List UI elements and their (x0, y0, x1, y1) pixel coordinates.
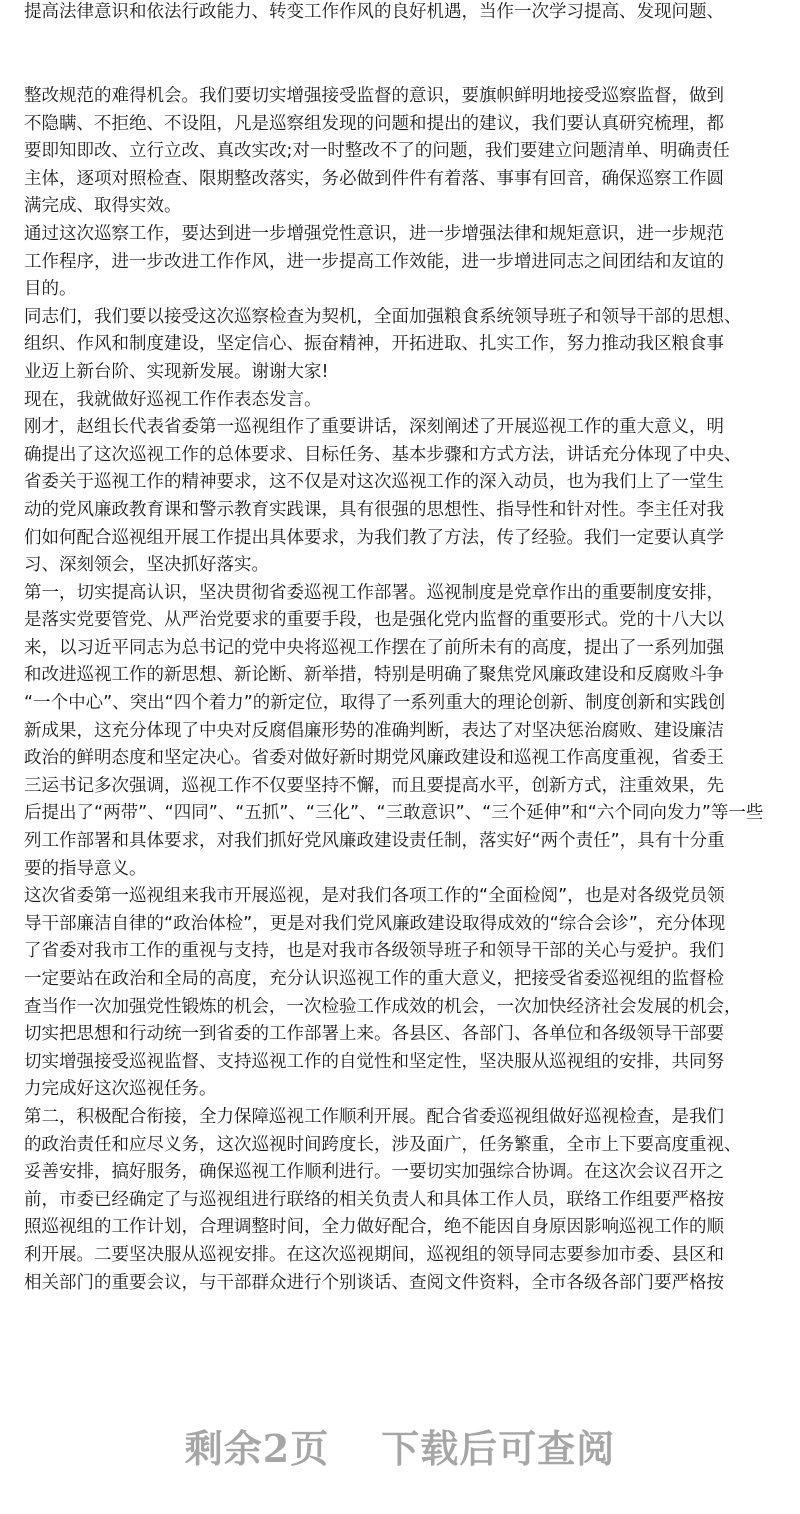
document-line: 要的指导意义。 (24, 858, 147, 879)
document-line: 整改规范的难得机会。我们要切实增强接受监督的意识，要旗帜鲜明地接受巡察监督，做到 (24, 86, 724, 106)
document-line: 相关部门的重要会议，与干部群众进行个别谈话、查阅文件资料，全市各级各部门要严格按 (24, 1272, 724, 1293)
document-line: 第一，切实提高认识，坚决贯彻省委巡视工作部署。巡视制度是党章作出的重要制度安排， (24, 582, 724, 603)
document-line: 目的。 (24, 279, 77, 300)
download-to-view-label[interactable]: 下载后可查阅 (381, 1426, 616, 1471)
document-line: 三运书记多次强调，巡视工作不仅要坚持不懈，而且要提高水平，创新方式，注重效果，先 (24, 775, 724, 796)
document-line: 动的党风廉政教育课和警示教育实践课，具有很强的思想性、指导性和针对性。李主任对我 (24, 499, 724, 520)
document-line: 列工作部署和具体要求，对我们抓好党风廉政建设责任制，落实好“两个责任”，具有十分重 (24, 831, 725, 852)
document-line: 利开展。二要坚决服从巡视安排。在这次巡视期间，巡视组的领导同志要参加市委、县区和 (24, 1244, 724, 1265)
document-line: 不隐瞒、不拒绝、不设阻，凡是巡察组发现的问题和提出的建议，我们要认真研究梳理，都 (24, 113, 724, 134)
document-line: 组织、作风和制度建设，坚定信心、振奋精神，开拓进取、扎实工作，努力推动我区粮食事 (24, 334, 724, 355)
document-line: 前，市委已经确定了与巡视组进行联络的相关负责人和具体工作人员，联络工作组要严格按 (24, 1189, 724, 1210)
remaining-pages-label: 剩余2页 (184, 1426, 330, 1471)
document-line: 力完成好这次巡视任务。 (24, 1079, 217, 1100)
document-line: 提高法律意识和依法行政能力、转变工作作风的良好机遇，当作一次学习提高、发现问题、 (24, 2, 724, 22)
document-line: 查当作一次加强党性锻炼的机会，一次检验工作成效的机会，一次加快经济社会发展的机会， (24, 996, 742, 1017)
document-line: 通过这次巡察工作，要达到进一步增强党性意识，进一步增强法律和规矩意识，进一步规范 (24, 223, 724, 244)
document-line: 和改进巡视工作的新思想、新论断、新举措，特别是明确了聚焦党风廉政建设和反腐败斗争 (24, 665, 724, 686)
document-body (24, 83, 776, 1297)
document-line: 妥善安排，搞好服务，确保巡视工作顺利进行。一要切实加强综合协调。在这次会议召开之 (24, 1162, 724, 1183)
document-line: 业迈上新台阶、实现新发展。谢谢大家! (24, 361, 329, 382)
document-line: 照巡视组的工作计划，合理调整时间，全力做好配合，绝不能因自身原因影响巡视工作的顺 (24, 1217, 724, 1238)
document-line: 的政治责任和应尽义务，这次巡视时间跨度长，涉及面广，任务繁重，全市上下要高度重视、 (24, 1134, 742, 1155)
document-line: 习、深刻领会，坚决抓好落实。 (24, 555, 269, 576)
document-line: 这次省委第一巡视组来我市开展巡视，是对我们各项工作的“全面检阅”，也是对各级党员领 (24, 886, 725, 907)
document-line: 切实增强接受巡视监督、支持巡视工作的自觉性和坚定性，坚决服从巡视组的安排，共同努 (24, 1051, 724, 1072)
document-line: 们如何配合巡视组开展工作提出具体要求，为我们教了方法，传了经验。我们一定要认真学 (24, 527, 724, 548)
document-line: “一个中心”、突出“四个着力”的新定位，取得了一系列重大的理论创新、制度创新和实践创 (24, 693, 726, 714)
document-line: 要即知即改、立行立改、真改实改;对一时整改不了的问题，我们要建立问题清单、明确责任 (24, 141, 730, 162)
document-line: 切实把思想和行动统一到省委的工作部署上来。各县区、各部门、各单位和各级领导干部要 (24, 1024, 724, 1045)
document-line: 新成果，这充分体现了中央对反腐倡廉形势的准确判断，表达了对坚决惩治腐败、建设廉洁 (24, 720, 724, 741)
document-line: 导干部廉洁自律的“政治体检”，更是对我们党风廉政建设取得成效的“综合会诊”，充分体现 (24, 913, 726, 934)
document-line: 一定要站在政治和全局的高度，充分认识巡视工作的重大意义，把接受省委巡视组的监督检 (24, 969, 724, 989)
document-line: 同志们，我们要以接受这次巡察检查为契机，全面加强粮食系统领导班子和领导干部的思想、 (24, 306, 742, 327)
document-line: 是落实党要管党、从严治党要求的重要手段，也是强化党内监督的重要形式。党的十八大以 (24, 610, 724, 631)
document-line: 确提出了这次巡视工作的总体要求、目标任务、基本步骤和方式方法，讲话充分体现了中央、 (24, 444, 742, 465)
document-line: 后提出了“两带”、“四同”、“五抓”、“三化”、“三敢意识”、“三个延伸”和“六个同向发力”等一些 (24, 803, 764, 824)
document-line: 现在，我就做好巡视工作作表态发言。 (24, 389, 322, 410)
document-line: 工作程序，进一步改进工作作风，进一步提高工作效能，进一步增进同志之间团结和友谊的 (24, 251, 724, 272)
document-line: 刚才，赵组长代表省委第一巡视组作了重要讲话，深刻阐述了开展巡视工作的重大意义，明 (24, 417, 724, 438)
document-line: 来，以习近平同志为总书记的党中央将巡视工作摆在了前所未有的高度，提出了一系列加强 (24, 637, 724, 658)
document-line: 主体，逐项对照检查、限期整改落实，务必做到件件有着落、事事有回音，确保巡察工作圆 (24, 168, 724, 189)
document-line: 第二，积极配合衔接，全力保障巡视工作顺利开展。配合省委巡视组做好巡视检查，是我们 (24, 1106, 724, 1127)
document-line: 省委关于巡视工作的精神要求，这不仅是对这次巡视工作的深入动员，也为我们上了一堂生 (24, 472, 724, 493)
download-to-read-banner[interactable] (0, 1418, 800, 1473)
document-line: 政治的鲜明态度和坚定决心。省委对做好新时期党风廉政建设和巡视工作高度重视，省委王 (24, 748, 724, 769)
document-line: 了省委对我市工作的重视与支持，也是对我市各级领导班子和领导干部的关心与爱护。我们 (24, 941, 724, 962)
document-line: 满完成、取得实效。 (24, 196, 182, 217)
